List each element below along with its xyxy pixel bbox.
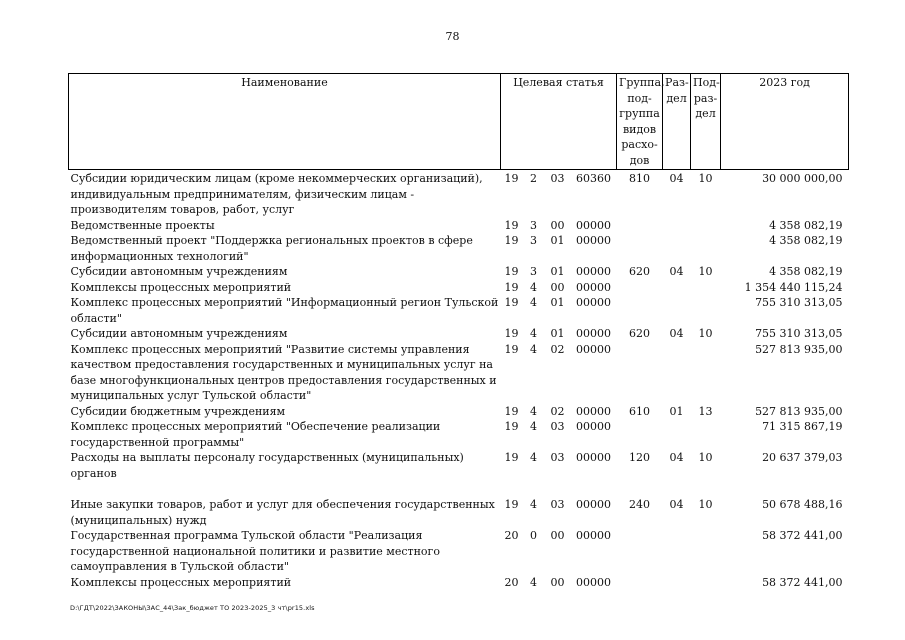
cell-name: Комплексы процессных мероприятий bbox=[70, 280, 292, 294]
cell-amount: 4 358 082,19 bbox=[769, 234, 843, 247]
cell-amount: 58 372 441,00 bbox=[762, 529, 843, 542]
table-body bbox=[69, 170, 849, 591]
cell-group: 240 bbox=[629, 498, 651, 511]
cell-b: 4 bbox=[530, 404, 537, 418]
cell-group bbox=[617, 575, 663, 591]
cell-b: 4 bbox=[530, 280, 537, 294]
cell-amount: 30 000 000,00 bbox=[762, 172, 843, 185]
table-row bbox=[69, 419, 849, 450]
cell-amount: 58 372 441,00 bbox=[762, 575, 843, 589]
cell-d: 00000 bbox=[576, 234, 612, 247]
cell-a: 19 bbox=[504, 498, 519, 511]
header-year: 2023 год bbox=[721, 74, 849, 170]
cell-name: Комплекс процессных мероприятий "Информационный регион Тульской области" bbox=[70, 296, 499, 325]
cell-amount: 4 358 082,19 bbox=[769, 218, 843, 232]
header-name: Наименование bbox=[69, 74, 501, 170]
cell-amount: 755 310 313,05 bbox=[755, 296, 843, 309]
cell-section bbox=[663, 233, 691, 264]
cell-group bbox=[617, 342, 663, 404]
cell-d: 00000 bbox=[576, 327, 612, 340]
table-row bbox=[69, 575, 849, 591]
cell-a: 19 bbox=[504, 451, 519, 464]
table-row bbox=[69, 170, 849, 218]
cell-section bbox=[663, 295, 691, 326]
table-row bbox=[69, 450, 849, 481]
cell-amount: 1 354 440 115,24 bbox=[744, 280, 843, 294]
cell-section bbox=[663, 218, 691, 234]
cell-c: 02 bbox=[550, 342, 565, 356]
cell-amount: 4 358 082,19 bbox=[769, 265, 843, 278]
header-section-line: дел bbox=[666, 91, 687, 105]
cell-section: 01 bbox=[669, 404, 684, 418]
cell-subsection bbox=[691, 295, 721, 326]
cell-a: 19 bbox=[504, 234, 519, 247]
table-row bbox=[69, 264, 849, 280]
cell-group bbox=[617, 528, 663, 575]
spacer-row bbox=[69, 481, 849, 497]
cell-c: 01 bbox=[550, 327, 565, 340]
cell-a: 19 bbox=[504, 280, 519, 294]
cell-c: 03 bbox=[550, 451, 565, 464]
cell-subsection: 13 bbox=[698, 404, 713, 418]
budget-table bbox=[68, 73, 849, 590]
cell-section: 04 bbox=[669, 265, 684, 278]
header-group-line: Группа, bbox=[619, 76, 665, 89]
cell-name: Субсидии автономным учреждениям bbox=[70, 265, 288, 278]
cell-section bbox=[663, 419, 691, 450]
cell-c: 00 bbox=[550, 529, 565, 542]
cell-d: 00000 bbox=[576, 498, 612, 511]
cell-a: 20 bbox=[504, 575, 519, 589]
table-row bbox=[69, 233, 849, 264]
table-row bbox=[69, 295, 849, 326]
cell-section bbox=[663, 280, 691, 296]
cell-amount: 527 813 935,00 bbox=[755, 404, 843, 418]
cell-a: 19 bbox=[504, 420, 519, 433]
cell-amount: 527 813 935,00 bbox=[755, 342, 843, 356]
cell-c: 03 bbox=[550, 420, 565, 433]
cell-section: 04 bbox=[669, 172, 684, 185]
cell-b: 4 bbox=[530, 498, 537, 511]
cell-b: 4 bbox=[530, 575, 537, 589]
cell-a: 19 bbox=[504, 172, 519, 185]
cell-a: 19 bbox=[504, 265, 519, 278]
spacer-cell bbox=[69, 481, 849, 497]
table-row bbox=[69, 528, 849, 575]
table-row bbox=[69, 326, 849, 342]
cell-name: Ведомственные проекты bbox=[70, 218, 215, 232]
cell-name: Комплекс процессных мероприятий "Обеспечение реализации государственной программы" bbox=[70, 420, 441, 449]
cell-a: 19 bbox=[504, 218, 519, 232]
cell-subsection: 10 bbox=[698, 451, 713, 464]
cell-subsection bbox=[691, 575, 721, 591]
cell-amount: 755 310 313,05 bbox=[755, 327, 843, 340]
cell-subsection: 10 bbox=[698, 172, 713, 185]
cell-group bbox=[617, 419, 663, 450]
cell-a: 19 bbox=[504, 327, 519, 340]
cell-name: Субсидии бюджетным учреждениям bbox=[70, 404, 286, 418]
cell-subsection bbox=[691, 419, 721, 450]
header-subsection-line: Под- bbox=[693, 76, 720, 89]
header-subsection bbox=[691, 74, 721, 170]
cell-d: 60360 bbox=[576, 172, 612, 185]
cell-c: 02 bbox=[550, 404, 565, 418]
cell-c: 00 bbox=[550, 218, 565, 232]
cell-group bbox=[617, 295, 663, 326]
cell-group: 610 bbox=[629, 404, 651, 418]
header-group-line: под- bbox=[627, 91, 652, 105]
cell-c: 03 bbox=[550, 172, 565, 185]
header-section bbox=[663, 74, 691, 170]
cell-b: 3 bbox=[530, 234, 537, 247]
cell-d: 00000 bbox=[576, 280, 612, 294]
cell-name: Субсидии юридическим лицам (кроме некоммерческих организаций), индивидуальным предпринимателям, физическим лицам - производителям товаров, работ, услуг bbox=[70, 172, 483, 216]
cell-section bbox=[663, 342, 691, 404]
cell-subsection bbox=[691, 218, 721, 234]
cell-c: 01 bbox=[550, 234, 565, 247]
cell-section bbox=[663, 575, 691, 591]
cell-d: 00000 bbox=[576, 218, 612, 232]
file-path-footer: D:\ГДТ\2022\ЗАКОНЫ\ЗАС_44\Зак_бюджет ТО 2023-2025_3 чт\pr15.xls bbox=[70, 604, 315, 612]
cell-subsection: 10 bbox=[698, 498, 713, 511]
cell-c: 01 bbox=[550, 296, 565, 309]
cell-group bbox=[617, 233, 663, 264]
cell-subsection bbox=[691, 342, 721, 404]
header-group-line: группа bbox=[619, 107, 660, 120]
cell-section bbox=[663, 528, 691, 575]
header-target-article: Целевая статья bbox=[501, 74, 617, 170]
cell-d: 00000 bbox=[576, 404, 612, 418]
cell-a: 20 bbox=[504, 529, 519, 542]
cell-d: 00000 bbox=[576, 575, 612, 589]
cell-c: 03 bbox=[550, 498, 565, 511]
cell-b: 0 bbox=[530, 529, 537, 542]
cell-d: 00000 bbox=[576, 265, 612, 278]
cell-a: 19 bbox=[504, 342, 519, 356]
cell-group: 120 bbox=[629, 451, 651, 464]
cell-subsection bbox=[691, 233, 721, 264]
header-subsection-line: раз- bbox=[693, 91, 718, 105]
cell-section: 04 bbox=[669, 451, 684, 464]
cell-name: Расходы на выплаты персоналу государственных (муниципальных) органов bbox=[70, 451, 464, 480]
cell-name: Государственная программа Тульской области "Реализация государственной национальной политики и развитие местного самоуправления в Тульской области" bbox=[70, 529, 440, 573]
cell-b: 4 bbox=[530, 327, 537, 340]
table-row bbox=[69, 280, 849, 296]
cell-a: 19 bbox=[504, 296, 519, 309]
cell-name: Комплексы процессных мероприятий bbox=[70, 575, 292, 589]
cell-d: 00000 bbox=[576, 451, 612, 464]
cell-d: 00000 bbox=[576, 296, 612, 309]
cell-amount: 20 637 379,03 bbox=[762, 451, 843, 464]
cell-section: 04 bbox=[669, 498, 684, 511]
cell-group: 620 bbox=[629, 265, 651, 278]
table-row bbox=[69, 342, 849, 404]
header-group-line: видов bbox=[622, 122, 657, 136]
cell-b: 3 bbox=[530, 265, 537, 278]
cell-b: 4 bbox=[530, 342, 537, 356]
cell-subsection bbox=[691, 280, 721, 296]
cell-d: 00000 bbox=[576, 529, 612, 542]
cell-d: 00000 bbox=[576, 342, 612, 356]
cell-name: Субсидии автономным учреждениям bbox=[70, 327, 288, 340]
cell-b: 4 bbox=[530, 296, 537, 309]
header-group bbox=[617, 74, 663, 170]
cell-c: 01 bbox=[550, 265, 565, 278]
header-subsection-line: дел bbox=[695, 107, 716, 120]
cell-group: 810 bbox=[629, 172, 651, 185]
cell-amount: 50 678 488,16 bbox=[762, 498, 843, 511]
cell-name: Комплекс процессных мероприятий "Развитие системы управления качеством предоставления государственных и муниципальных услуг на базе многофункциональных центров предоставления государственных и муниципальных услуг Тульской области" bbox=[70, 342, 497, 402]
cell-subsection bbox=[691, 528, 721, 575]
table-row bbox=[69, 404, 849, 420]
table-row bbox=[69, 497, 849, 528]
cell-subsection: 10 bbox=[698, 265, 713, 278]
cell-b: 3 bbox=[530, 218, 537, 232]
cell-amount: 71 315 867,19 bbox=[762, 420, 843, 433]
header-section-line: Раз- bbox=[665, 76, 689, 89]
cell-a: 19 bbox=[504, 404, 519, 418]
cell-b: 4 bbox=[530, 420, 537, 433]
cell-b: 4 bbox=[530, 451, 537, 464]
cell-group: 620 bbox=[629, 327, 651, 340]
cell-section: 04 bbox=[669, 327, 684, 340]
table-header-row bbox=[69, 74, 849, 170]
cell-group bbox=[617, 218, 663, 234]
cell-c: 00 bbox=[550, 280, 565, 294]
table-row bbox=[69, 218, 849, 234]
cell-name: Ведомственный проект "Поддержка региональных проектов в сфере информационных технологий" bbox=[70, 234, 473, 263]
cell-group bbox=[617, 280, 663, 296]
cell-c: 00 bbox=[550, 575, 565, 589]
page-number: 78 bbox=[445, 30, 460, 43]
cell-name: Иные закупки товаров, работ и услуг для обеспечения государственных (муниципальных) нужд bbox=[70, 498, 495, 527]
cell-subsection: 10 bbox=[698, 327, 713, 340]
cell-b: 2 bbox=[530, 172, 537, 185]
header-group-line: дов bbox=[629, 153, 650, 167]
cell-d: 00000 bbox=[576, 420, 612, 433]
header-group-line: расхо- bbox=[621, 138, 658, 151]
